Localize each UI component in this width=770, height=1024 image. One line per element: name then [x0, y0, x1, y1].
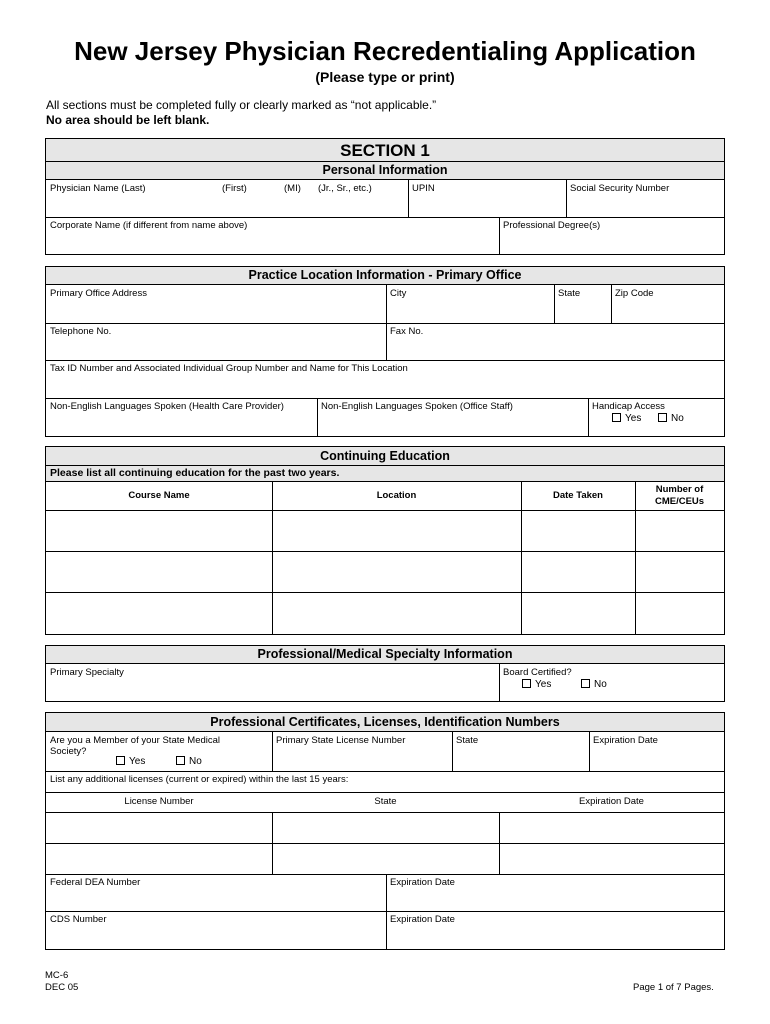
form-date: DEC 05	[45, 982, 79, 993]
cds-number-field[interactable]	[46, 911, 386, 949]
upin-field[interactable]	[408, 180, 566, 218]
additional-license-row-1[interactable]	[46, 812, 724, 843]
dea-expiration-field[interactable]	[386, 874, 724, 911]
primary-specialty-label: Primary Specialty	[50, 667, 124, 678]
handicap-yes-option[interactable]: Yes	[612, 413, 641, 424]
zip-code-field[interactable]	[611, 285, 724, 323]
primary-license-field[interactable]	[272, 732, 452, 771]
state-field[interactable]	[554, 285, 611, 323]
continuing-education-section	[45, 446, 725, 635]
practice-location-heading: Practice Location Information - Primary Office	[46, 267, 724, 285]
professional-degree-field[interactable]	[499, 217, 724, 254]
instructions-bold-text: No area should be left blank.	[46, 113, 210, 127]
corporate-name-field[interactable]	[46, 217, 499, 254]
physician-first-name-label: (First)	[222, 183, 247, 194]
medical-society-yes-option[interactable]: Yes	[116, 756, 145, 767]
education-row-3[interactable]	[46, 592, 724, 634]
languages-provider-label: Non-English Languages Spoken (Health Care Provider)	[50, 401, 284, 412]
primary-license-label: Primary State License Number	[276, 735, 406, 746]
telephone-field[interactable]	[46, 323, 386, 360]
licenses-section	[45, 712, 725, 950]
handicap-access-label: Handicap Access	[592, 401, 665, 412]
city-field[interactable]	[386, 285, 554, 323]
additional-license-row-2[interactable]	[46, 843, 724, 874]
fax-label: Fax No.	[390, 326, 424, 337]
tax-id-field[interactable]	[46, 360, 724, 398]
checkbox-icon[interactable]	[612, 413, 621, 422]
cds-number-label: CDS Number	[50, 914, 107, 925]
state-medical-society-question: Are you a Member of your State Medical Society?	[50, 735, 221, 757]
license-state-field[interactable]	[452, 732, 589, 771]
license-expiration-field[interactable]	[589, 732, 724, 771]
cme-number-column-header: Number of CME/CEUs	[654, 484, 705, 507]
languages-staff-label: Non-English Languages Spoken (Office Staff)	[321, 401, 513, 412]
physician-mi-label: (MI)	[284, 183, 301, 194]
professional-degree-label: Professional Degree(s)	[503, 220, 601, 231]
additional-licenses-instruction: List any additional licenses (current or expired) within the last 15 years:	[50, 774, 349, 785]
practice-location-section	[45, 266, 725, 437]
primary-office-address-label: Primary Office Address	[50, 288, 147, 299]
date-taken-column-header: Date Taken	[553, 490, 603, 501]
checkbox-icon[interactable]	[658, 413, 667, 422]
dea-number-field[interactable]	[46, 874, 386, 911]
education-row-1[interactable]	[46, 510, 724, 551]
board-certified-label: Board Certified?	[503, 667, 572, 678]
city-label: City	[390, 288, 407, 299]
continuing-education-heading: Continuing Education	[46, 447, 724, 466]
languages-staff-field[interactable]	[317, 398, 588, 436]
personal-information-section	[45, 138, 725, 255]
ssn-field[interactable]	[566, 180, 724, 218]
primary-specialty-field[interactable]	[46, 664, 499, 701]
checkbox-icon[interactable]	[581, 679, 590, 688]
cds-expiration-label: Expiration Date	[390, 914, 455, 925]
continuing-education-instruction: Please list all continuing education for the past two years.	[46, 466, 724, 482]
checkbox-icon[interactable]	[116, 756, 125, 765]
location-column-header: Location	[376, 490, 417, 501]
state-column-header: State	[374, 796, 397, 807]
dea-expiration-label: Expiration Date	[390, 877, 455, 888]
dea-number-label: Federal DEA Number	[50, 877, 141, 888]
section-1-heading: SECTION 1	[46, 139, 724, 162]
license-state-label: State	[456, 735, 479, 746]
tax-id-label: Tax ID Number and Associated Individual Group Number and Name for This Location	[50, 363, 408, 374]
license-number-column-header: License Number	[124, 796, 194, 807]
state-label: State	[558, 288, 581, 299]
zip-code-label: Zip Code	[615, 288, 654, 299]
licenses-heading: Professional Certificates, Licenses, Identification Numbers	[46, 713, 724, 732]
medical-society-no-option[interactable]: No	[176, 756, 202, 767]
primary-office-address-field[interactable]	[46, 285, 386, 323]
expiration-column-header: Expiration Date	[579, 796, 644, 807]
languages-provider-field[interactable]	[46, 398, 317, 436]
upin-label: UPIN	[412, 183, 435, 194]
form-subtitle: (Please type or print)	[315, 69, 455, 85]
fax-field[interactable]	[386, 323, 724, 360]
instructions-text: All sections must be completed fully or clearly marked as “not applicable.”	[46, 98, 437, 112]
physician-last-name-label: Physician Name (Last)	[50, 183, 146, 194]
telephone-label: Telephone No.	[50, 326, 112, 337]
ssn-label: Social Security Number	[570, 183, 670, 194]
corporate-name-label: Corporate Name (if different from name above)	[50, 220, 248, 231]
page-number: Page 1 of 7 Pages.	[633, 982, 714, 993]
personal-information-heading: Personal Information	[46, 162, 724, 180]
specialty-heading: Professional/Medical Specialty Information	[46, 646, 724, 664]
board-certified-yes-option[interactable]: Yes	[522, 679, 551, 690]
cds-expiration-field[interactable]	[386, 911, 724, 949]
education-row-2[interactable]	[46, 551, 724, 592]
course-name-column-header: Course Name	[128, 490, 190, 501]
specialty-section	[45, 645, 725, 702]
physician-suffix-label: (Jr., Sr., etc.)	[318, 183, 372, 194]
form-title: New Jersey Physician Recredentialing Application	[74, 36, 696, 66]
handicap-no-option[interactable]: No	[658, 413, 684, 424]
form-id: MC-6	[45, 970, 69, 981]
checkbox-icon[interactable]	[522, 679, 531, 688]
license-expiration-label: Expiration Date	[593, 735, 658, 746]
board-certified-no-option[interactable]: No	[581, 679, 607, 690]
checkbox-icon[interactable]	[176, 756, 185, 765]
